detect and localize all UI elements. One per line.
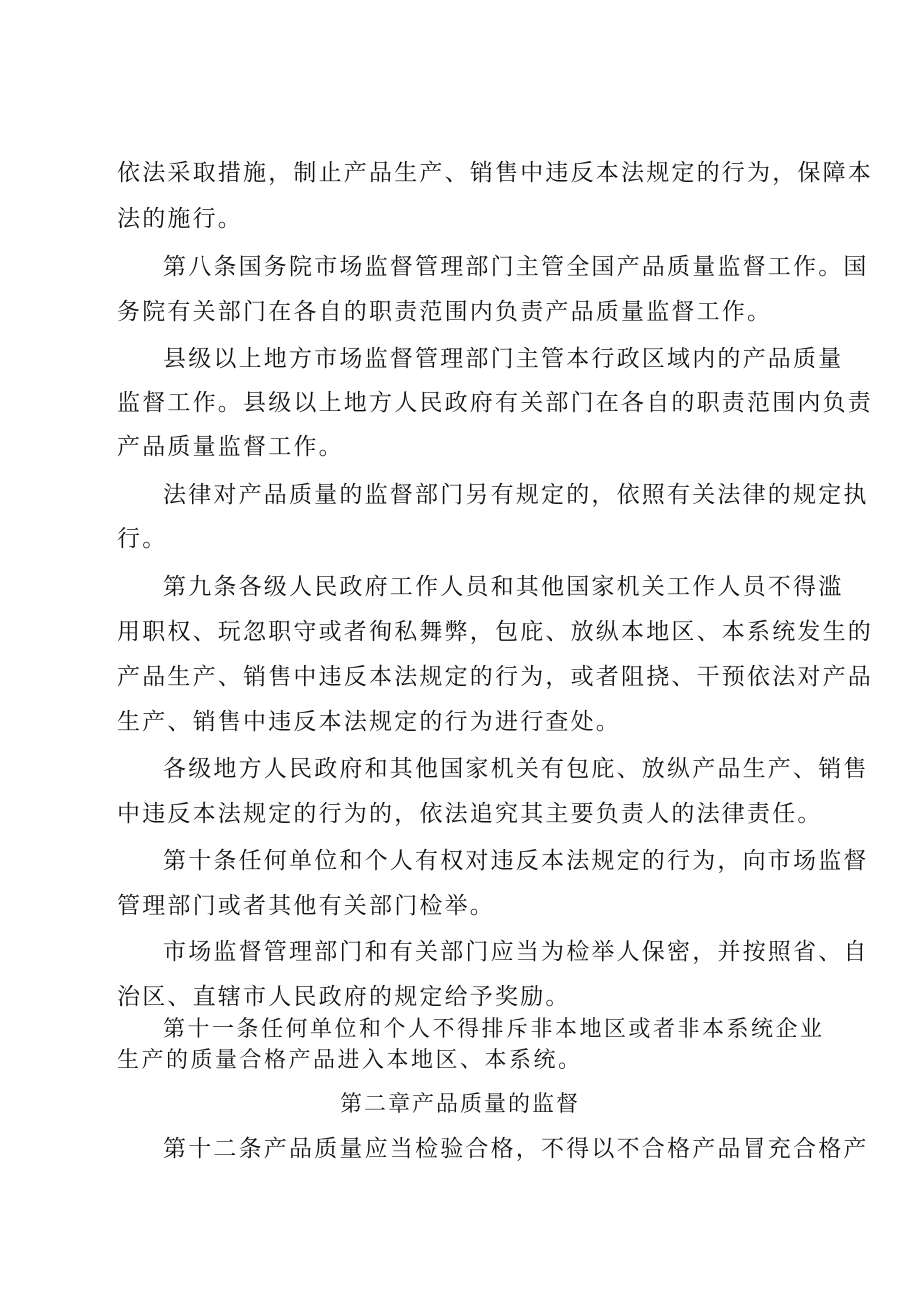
article-12-line: 第十二条产品质量应当检验合格，不得以不合格产品冒充合格产 (163, 1136, 869, 1162)
text-line: 产品生产、销售中违反本法规定的行为，或者阻挠、干预依法对产品 (117, 664, 873, 690)
article-8-line: 第八条国务院市场监督管理部门主管全国产品质量监督工作。国 (163, 254, 869, 280)
text-line: 行。 (117, 526, 168, 552)
text-line: 法律对产品质量的监督部门另有规定的，依照有关法律的规定执 (163, 482, 869, 508)
text-line: 生产、销售中违反本法规定的行为进行查处。 (117, 709, 621, 735)
chapter-heading: 第二章产品质量的监督 (339, 1092, 580, 1117)
text-line: 管理部门或者其他有关部门检举。 (117, 893, 495, 919)
text-line: 监督工作。县级以上地方人民政府有关部门在各自的职责范围内负责 (117, 390, 873, 416)
text-line: 产品质量监督工作。 (117, 434, 344, 460)
text-line: 依法采取措施，制止产品生产、销售中违反本法规定的行为，保障本 (117, 160, 873, 186)
text-line: 法的施行。 (117, 206, 243, 232)
text-line: 中违反本法规定的行为的，依法追究其主要负责人的法律责任。 (117, 801, 823, 827)
text-line: 各级地方人民政府和其他国家机关有包庇、放纵产品生产、销售 (163, 756, 869, 782)
text-line: 生产的质量合格产品进入本地区、本系统。 (117, 1048, 583, 1073)
text-line: 务院有关部门在各自的职责范围内负责产品质量监督工作。 (117, 299, 773, 325)
text-line: 用职权、玩忽职守或者徇私舞弊，包庇、放纵本地区、本系统发生的 (117, 619, 873, 645)
text-line: 县级以上地方市场监督管理部门主管本行政区域内的产品质量 (163, 346, 844, 372)
article-11-line: 第十一条任何单位和个人不得排斥非本地区或者非本系统企业 (163, 1017, 825, 1042)
article-9-line: 第九条各级人民政府工作人员和其他国家机关工作人员不得滥 (163, 574, 844, 600)
article-10-line: 第十条任何单位和个人有权对违反本法规定的行为，向市场监督 (163, 848, 869, 874)
text-line: 治区、直辖市人民政府的规定给予奖励。 (117, 984, 571, 1010)
text-line: 市场监督管理部门和有关部门应当为检举人保密，并按照省、自 (163, 939, 869, 965)
